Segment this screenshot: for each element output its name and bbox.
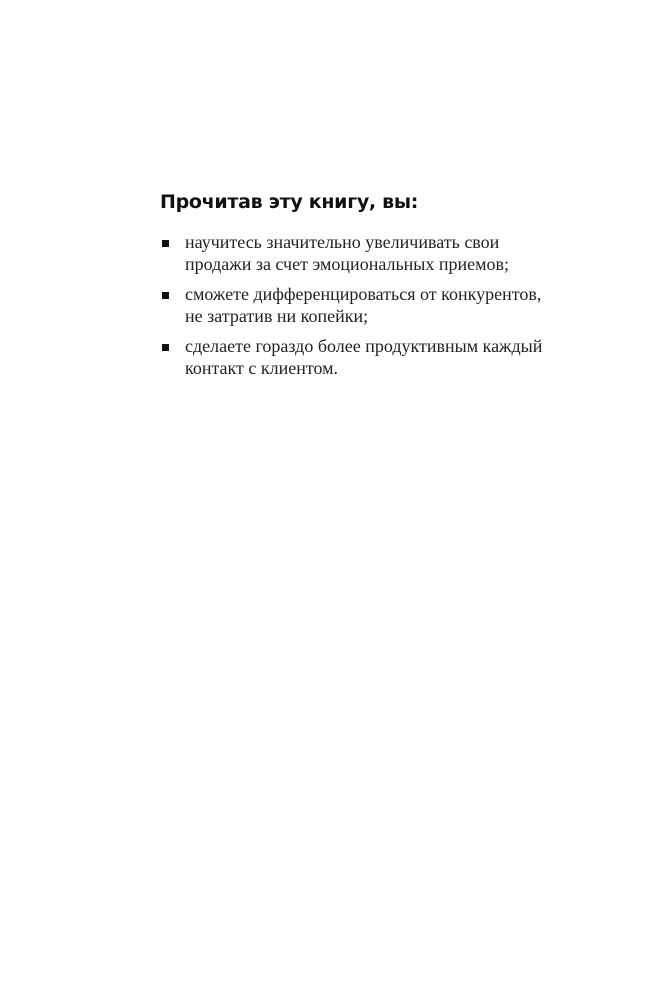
list-item-line: сделаете гораздо более продуктивным каждый [185,336,543,356]
list-item-line: продажи за счет эмоциональных приемов; [185,254,510,274]
list-item-line: научитесь значительно увеличивать свои [185,232,500,252]
square-bullet-icon [162,292,169,299]
square-bullet-icon [162,344,169,351]
list-item-line: не затратив ни копейки; [185,306,369,326]
benefits-list [160,231,542,387]
list-item [160,335,542,379]
section-heading: Прочитав эту книгу, вы: [160,191,419,213]
list-item [160,283,542,327]
square-bullet-icon [162,240,169,247]
list-item-line: контакт с клиентом. [185,358,339,378]
list-item [160,231,542,275]
list-item-line: сможете дифференцироваться от конкурентов, [185,284,542,304]
